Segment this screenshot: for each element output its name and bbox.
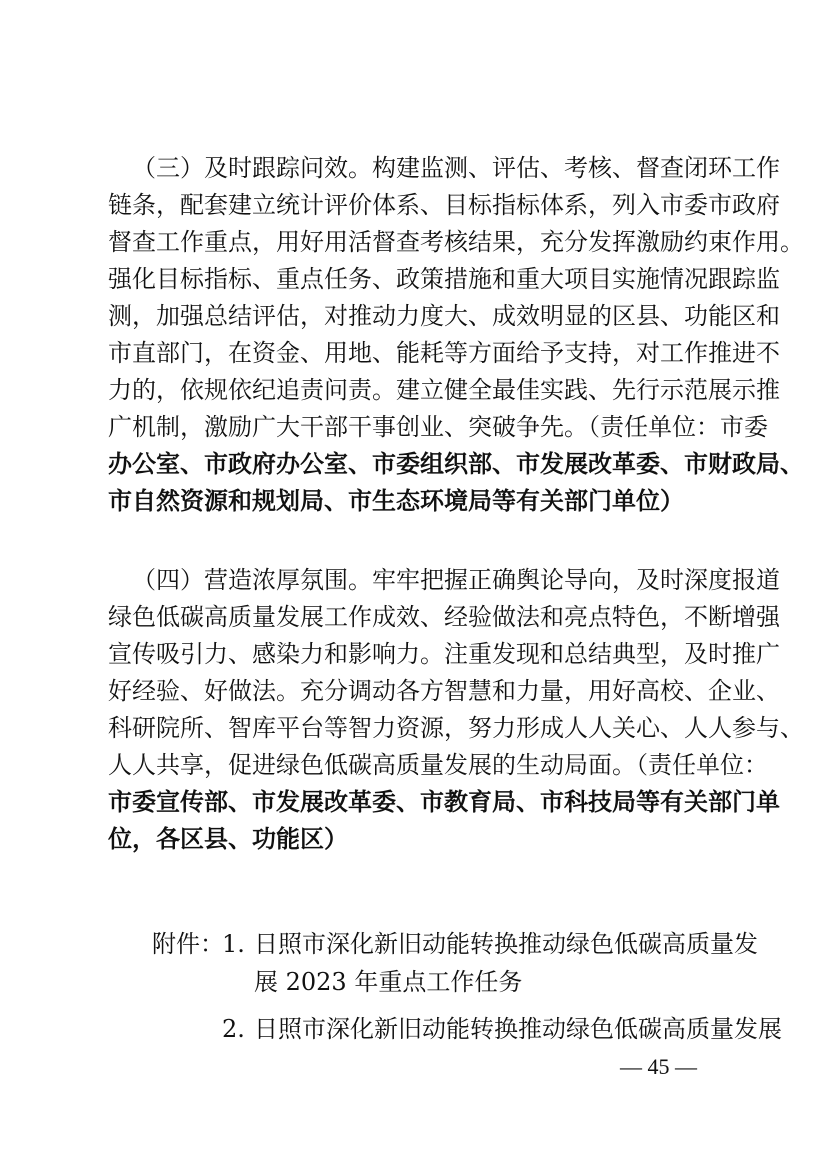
section3-line-2: 链条，配套建立统计评价体系、目标指标体系，列入市委市政府 <box>108 191 780 219</box>
section4-line-6: 人人共享，促进绿色低碳高质量发展的生动局面。（责任单位： <box>108 751 768 779</box>
section3-line-7: 力的，依规依纪追责问责。建立健全最佳实践、先行示范展示推 <box>108 376 780 404</box>
section4-line-1: （四）营造浓厚氛围。牢牢把握正确舆论导向，及时深度报道 <box>132 566 780 594</box>
section3-line-6: 市直部门，在资金、用地、能耗等方面给予支持，对工作推进不 <box>108 339 780 367</box>
section3-line-3: 督查工作重点，用好用活督查考核结果，充分发挥激励约束作用。 <box>108 228 804 256</box>
section4-line-3: 宣传吸引力、感染力和影响力。注重发现和总结典型，及时推广 <box>108 640 780 668</box>
section4-line-5: 科研院所、智库平台等智力资源，努力形成人人关心、人人参与、 <box>108 714 804 742</box>
section3-line-1: （三）及时跟踪问效。构建监测、评估、考核、督查闭环工作 <box>132 154 780 182</box>
section3-line-5: 测，加强总结评估，对推动力度大、成效明显的区县、功能区和 <box>108 302 780 330</box>
attachment-2-number: 2. <box>222 1015 245 1043</box>
attachment-1-line-1: 日照市深化新旧动能转换推动绿色低碳高质量发 <box>254 930 758 958</box>
page-number: — 45 — <box>620 1054 697 1079</box>
section3-line-10: 市自然资源和规划局、市生态环境局等有关部门单位） <box>108 486 684 515</box>
section4-line-4: 好经验、好做法。充分调动各方智慧和力量，用好高校、企业、 <box>108 677 780 705</box>
section4-line-7: 市委宣传部、市发展改革委、市教育局、市科技局等有关部门单 <box>108 787 780 816</box>
section4-line-8: 位，各区县、功能区） <box>108 824 348 853</box>
attachment-1-line-2: 展 2023 年重点工作任务 <box>254 968 523 996</box>
section3-line-9: 办公室、市政府办公室、市委组织部、市发展改革委、市财政局、 <box>108 449 804 478</box>
attachments-label: 附件： <box>152 930 224 958</box>
section3-line-4: 强化目标指标、重点任务、政策措施和重大项目实施情况跟踪监 <box>108 265 780 293</box>
section3-line-8: 广机制，激励广大干部干事创业、突破争先。（责任单位：市委 <box>108 413 768 441</box>
attachment-1-number: 1. <box>222 930 245 958</box>
section4-line-2: 绿色低碳高质量发展工作成效、经验做法和亮点特色，不断增强 <box>108 603 780 631</box>
attachment-2-line-1: 日照市深化新旧动能转换推动绿色低碳高质量发展 <box>254 1015 782 1043</box>
